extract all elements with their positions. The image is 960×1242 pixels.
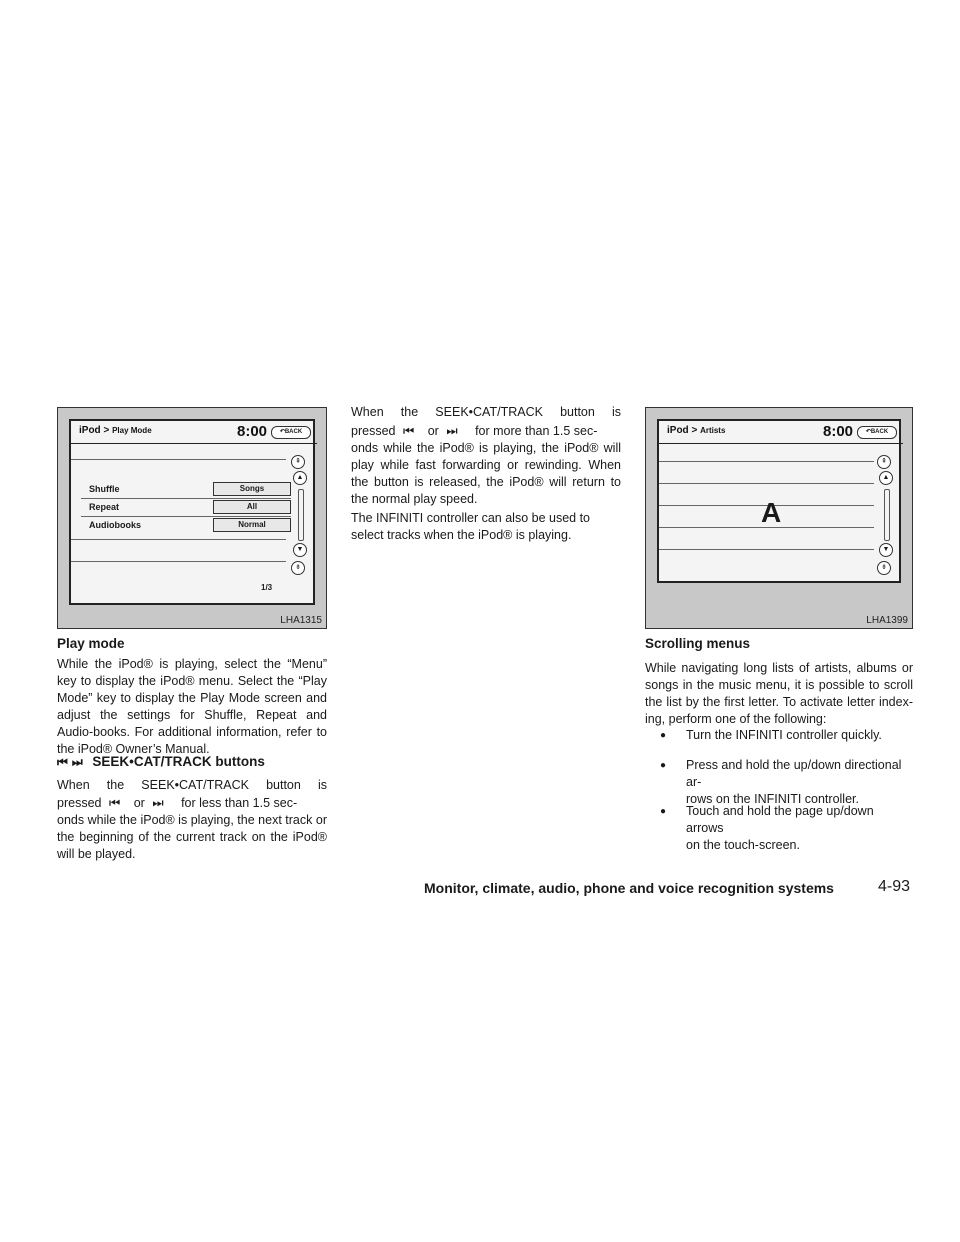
- back-arrow-icon: ↶: [279, 429, 285, 435]
- scroll-up-icon[interactable]: ▲: [879, 471, 893, 485]
- play-mode-heading: Play mode: [57, 636, 125, 651]
- scrolling-body: While navigating long lists of artists, albums or songs in the music menu, it is possible to scroll the list by the first letter. To activate letter index-ing, perform one of the following:: [645, 661, 913, 726]
- scrollbar[interactable]: [884, 489, 890, 541]
- setting-row-shuffle[interactable]: Shuffle Songs: [81, 481, 291, 497]
- page-indicator: 1/3: [261, 583, 273, 592]
- seek-forward-icon: ⏭: [446, 424, 458, 438]
- bullet-icon: ●: [660, 730, 667, 741]
- seek-para-1-rest: onds while the iPod® is playing, the next track or the beginning of the current track on the iPod® will be played.: [57, 813, 327, 861]
- page-down-icon[interactable]: ⇟: [291, 561, 305, 575]
- page-down-icon[interactable]: ⇟: [877, 561, 891, 575]
- page-up-icon[interactable]: ⇞: [877, 455, 891, 469]
- setting-row-repeat[interactable]: Repeat All: [81, 499, 291, 515]
- seek-para-2-line1: When the SEEK•CAT/TRACK button is: [351, 405, 621, 419]
- play-mode-body: While the iPod® is playing, select the “Menu” key to display the iPod® menu. Select the “Play Mode” key to display the Play Mode screen and adjust the settings for Shuffle, Repeat and Audio-books. For additional information, refer to the iPod® Owner’s Manual.: [57, 657, 327, 756]
- back-button[interactable]: ↶BACK: [271, 426, 311, 439]
- seek-para-1-line1: When the SEEK•CAT/TRACK button is: [57, 778, 327, 792]
- setting-row-audiobooks[interactable]: Audiobooks Normal: [81, 517, 291, 533]
- screen-play-mode: [69, 419, 315, 605]
- seek-back-icon: ⏮: [402, 424, 415, 438]
- seek-para-2-line2: pressed ⏮ or ⏭ for more than 1.5 sec-: [351, 424, 598, 438]
- index-letter: A: [761, 497, 782, 528]
- clock: 8:00: [237, 423, 268, 440]
- seek-back-icon: ⏮: [108, 796, 121, 810]
- screen-title: iPod > Artists: [667, 425, 726, 436]
- screen-title: iPod > Play Mode: [79, 425, 152, 436]
- footer-section-title: Monitor, climate, audio, phone and voice recognition systems: [424, 880, 834, 896]
- figure-play-mode: [57, 407, 327, 629]
- figure-artists: [645, 407, 913, 629]
- scrolling-heading: Scrolling menus: [645, 636, 751, 651]
- seek-para-3: The INFINITI controller can also be used to select tracks when the iPod® is playing.: [351, 511, 590, 542]
- scrollbar[interactable]: [298, 489, 304, 541]
- scroll-up-icon[interactable]: ▲: [293, 471, 307, 485]
- screen-artists: [657, 419, 901, 583]
- figure-code: LHA1315: [280, 615, 322, 626]
- bullet-icon: ●: [660, 760, 667, 771]
- clock: 8:00: [823, 423, 854, 440]
- seek-heading: ⏮ ⏭ SEEK•CAT/TRACK buttons: [57, 754, 265, 769]
- page-number: 4-93: [878, 878, 911, 895]
- page-up-icon[interactable]: ⇞: [291, 455, 305, 469]
- seek-forward-icon: ⏭: [71, 755, 83, 769]
- seek-para-1-line2: pressed ⏮ or ⏭ for less than 1.5 sec-: [57, 796, 298, 810]
- scroll-down-icon[interactable]: ▼: [879, 543, 893, 557]
- bullet-icon: ●: [660, 806, 667, 817]
- scroll-down-icon[interactable]: ▼: [293, 543, 307, 557]
- seek-back-icon: ⏮: [57, 755, 68, 769]
- seek-forward-icon: ⏭: [152, 796, 164, 810]
- seek-para-2-rest: onds while the iPod® is playing, the iPod® will play while fast forwarding or rewinding. When the button is released, the iPod® will return to the normal play speed.: [351, 441, 621, 506]
- back-button[interactable]: ↶BACK: [857, 426, 897, 439]
- figure-code: LHA1399: [866, 615, 908, 626]
- back-arrow-icon: ↶: [865, 429, 871, 435]
